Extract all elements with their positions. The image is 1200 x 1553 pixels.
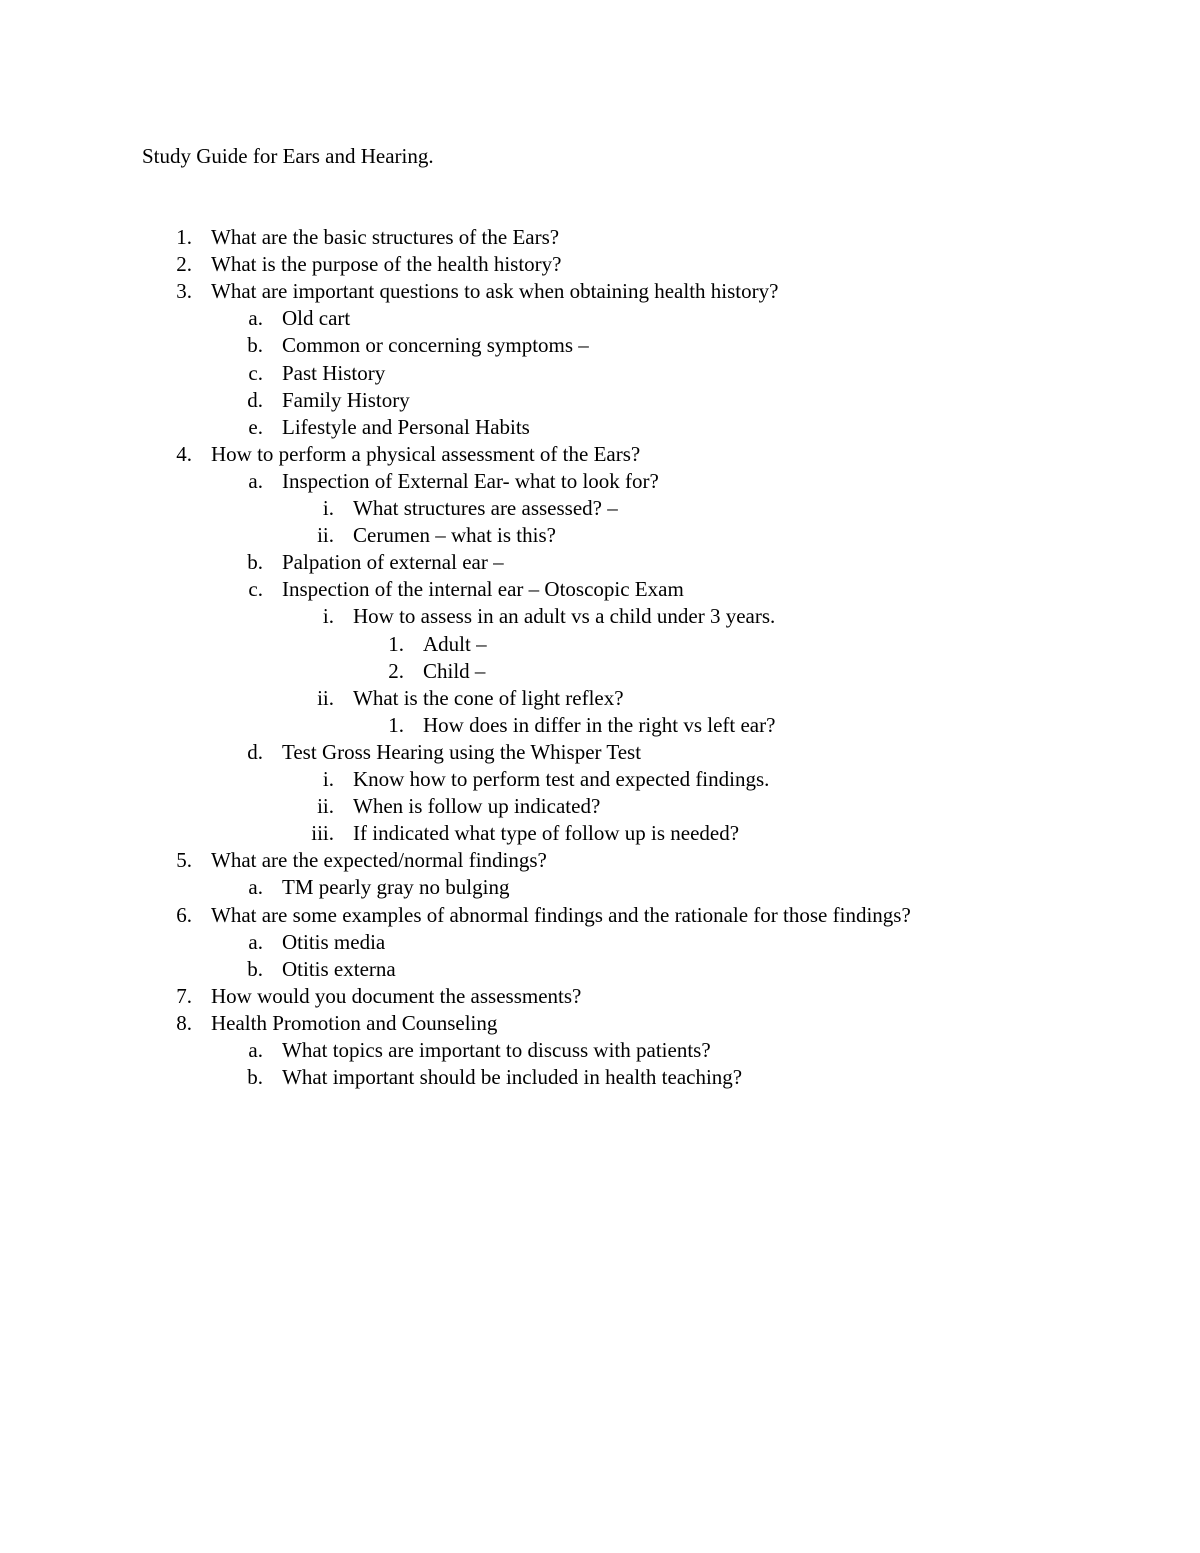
list-item-text: Otitis media xyxy=(282,929,386,954)
list-item-text: What important should be included in health teaching? xyxy=(282,1065,743,1090)
list-item-text: Adult – xyxy=(423,631,487,656)
outline-item-level-3 xyxy=(0,766,1200,793)
list-marker: 6. xyxy=(176,902,192,927)
list-item-text: How would you document the assessments? xyxy=(211,983,582,1008)
list-item-text: TM pearly gray no bulging xyxy=(282,875,510,900)
list-item-text: Know how to perform test and expected findings. xyxy=(353,767,770,791)
outline-item-level-1 xyxy=(0,847,1200,874)
list-item-text: Otitis externa xyxy=(282,956,396,981)
list-marker: 5. xyxy=(176,848,192,873)
list-item-text: When is follow up indicated? xyxy=(353,794,601,819)
list-item-text: How to perform a physical assessment of the Ears? xyxy=(211,441,641,466)
list-item-text: What structures are assessed? – xyxy=(353,496,618,520)
outline-item-level-4 xyxy=(0,631,1200,658)
list-marker: 1. xyxy=(176,225,192,249)
list-marker: 2. xyxy=(388,658,404,683)
list-item-text: Lifestyle and Personal Habits xyxy=(282,414,530,439)
list-item-text: What is the cone of light reflex? xyxy=(353,685,624,710)
list-marker: ii. xyxy=(317,685,334,710)
outline-item-level-3 xyxy=(0,793,1200,820)
list-item-text: Palpation of external ear – xyxy=(282,550,504,575)
list-item-text: What are some examples of abnormal findings and the rationale for those findings? xyxy=(211,902,911,927)
outline-item-level-2 xyxy=(0,956,1200,983)
list-item-text: Past History xyxy=(282,360,386,385)
outline-item-level-1 xyxy=(0,251,1200,278)
list-marker: 2. xyxy=(176,252,192,277)
outline-item-level-3 xyxy=(0,685,1200,712)
outline-item-level-2 xyxy=(0,360,1200,387)
list-marker: b. xyxy=(247,333,263,358)
list-marker: e. xyxy=(248,414,263,439)
list-item-text: Common or concerning symptoms – xyxy=(282,333,589,358)
outline-item-level-1 xyxy=(0,902,1200,929)
list-marker: ii. xyxy=(317,794,334,819)
outline-item-level-3 xyxy=(0,522,1200,549)
list-item-text: How does in differ in the right vs left ear? xyxy=(423,712,776,737)
list-marker: i. xyxy=(322,767,334,791)
list-item-text: What topics are important to discuss with patients? xyxy=(282,1038,711,1062)
list-marker: b. xyxy=(247,956,263,981)
outline-item-level-2 xyxy=(0,576,1200,603)
outline-item-level-1 xyxy=(0,224,1200,251)
list-marker: b. xyxy=(247,1065,263,1090)
list-marker: 1. xyxy=(388,712,404,737)
list-item-text: Test Gross Hearing using the Whisper Test xyxy=(282,739,642,764)
outline-item-level-2 xyxy=(0,332,1200,359)
list-marker: d. xyxy=(247,739,263,764)
list-item-text: Family History xyxy=(282,387,410,412)
list-item-text: Inspection of External Ear- what to look for? xyxy=(282,468,659,493)
list-marker: 3. xyxy=(176,279,192,304)
list-item-text: What is the purpose of the health history? xyxy=(211,252,562,277)
list-marker: iii. xyxy=(311,821,334,846)
outline-item-level-2 xyxy=(0,1064,1200,1091)
list-marker: i. xyxy=(322,496,334,520)
outline-item-level-3 xyxy=(0,495,1200,522)
list-item-text: What are the expected/normal findings? xyxy=(211,848,547,873)
list-item-text: What are important questions to ask when obtaining health history? xyxy=(211,279,779,304)
list-item-text: Inspection of the internal ear – Otoscopic Exam xyxy=(282,577,684,602)
list-item-text: Old cart xyxy=(282,306,351,331)
outline-item-level-2 xyxy=(0,739,1200,766)
document-title: Study Guide for Ears and Hearing. xyxy=(142,144,434,168)
list-marker: a. xyxy=(248,929,263,954)
outline-item-level-3 xyxy=(0,820,1200,847)
list-item-text: How to assess in an adult vs a child under 3 years. xyxy=(353,604,776,629)
list-item-text: If indicated what type of follow up is needed? xyxy=(353,821,740,846)
outline-item-level-2 xyxy=(0,874,1200,901)
list-marker: 1. xyxy=(388,631,404,656)
outline-item-level-2 xyxy=(0,1037,1200,1064)
outline-item-level-2 xyxy=(0,414,1200,441)
list-marker: ii. xyxy=(317,523,334,548)
outline-item-level-4 xyxy=(0,712,1200,739)
outline-item-level-2 xyxy=(0,549,1200,576)
outline-item-level-4 xyxy=(0,658,1200,685)
outline-item-level-1 xyxy=(0,278,1200,305)
list-marker: c. xyxy=(248,360,263,385)
list-item-text: What are the basic structures of the Ears? xyxy=(211,225,560,249)
list-marker: i. xyxy=(322,604,334,629)
list-marker: a. xyxy=(248,1038,263,1062)
outline-item-level-3 xyxy=(0,603,1200,630)
list-marker: a. xyxy=(248,875,263,900)
list-item-text: Child – xyxy=(423,658,486,683)
outline-item-level-2 xyxy=(0,387,1200,414)
outline-item-level-1 xyxy=(0,441,1200,468)
outline-item-level-1 xyxy=(0,983,1200,1010)
list-marker: b. xyxy=(247,550,263,575)
list-marker: c. xyxy=(248,577,263,602)
list-marker: d. xyxy=(247,387,263,412)
outline-item-level-2 xyxy=(0,929,1200,956)
list-marker: a. xyxy=(248,306,263,331)
outline-item-level-2 xyxy=(0,468,1200,495)
outline-item-level-2 xyxy=(0,305,1200,332)
list-item-text: Cerumen – what is this? xyxy=(353,523,556,548)
list-marker: 8. xyxy=(176,1010,192,1035)
outline-item-level-1 xyxy=(0,1010,1200,1037)
list-marker: a. xyxy=(248,468,263,493)
list-marker: 4. xyxy=(176,441,192,466)
list-item-text: Health Promotion and Counseling xyxy=(211,1010,498,1035)
list-marker: 7. xyxy=(176,983,192,1008)
